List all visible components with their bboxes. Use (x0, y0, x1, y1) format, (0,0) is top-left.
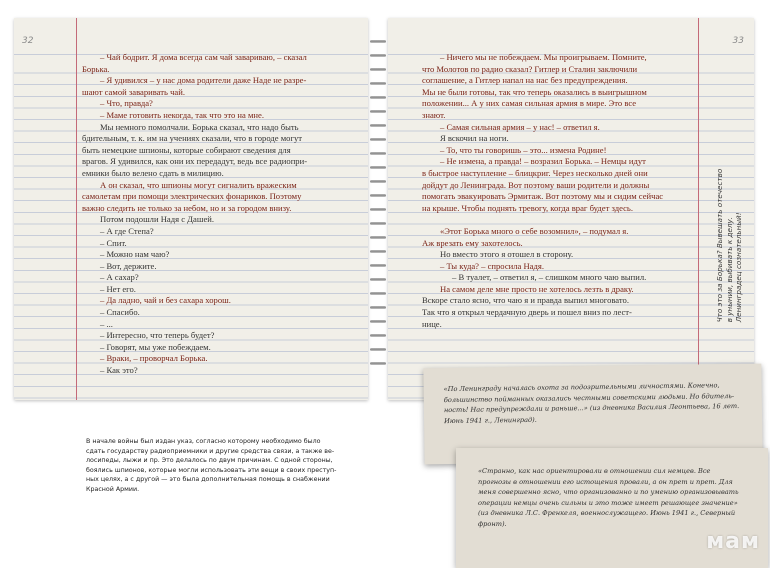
caption-line: Красной Армии. (86, 485, 140, 493)
spiral-ring (370, 54, 386, 57)
text-line: в быстрое наступление – блицкриг. Через несколько дней они (422, 167, 648, 178)
quote-line: «По Ленинграду началась охота за подозрительными личностями. Конечно, (443, 381, 720, 394)
side-note-line: в унынии, выбивать к делу. (724, 216, 734, 323)
text-line: – ... (100, 318, 113, 329)
spiral-ring (370, 250, 386, 253)
right-margin-line (698, 18, 699, 400)
quote-line: прогнозы в отношении его истощения провали, а он прет и прет. Для (478, 477, 733, 486)
text-line: – Ты куда? – спросила Надя. (440, 260, 544, 271)
text-line: – Интересно, что теперь будет? (100, 330, 215, 341)
spiral-ring (370, 320, 386, 323)
quote-line: (из дневника Л.С. Френкеля, военнослужащего. Июнь 1941 г., Северный (478, 509, 736, 518)
site-watermark: мам (706, 529, 760, 554)
text-line: «Этот Борька много о себе возомнил», – подумал я. (440, 225, 629, 236)
text-line: – Говорят, мы уже побеждаем. (100, 341, 211, 352)
text-line: Но вместо этого я отошел в сторону. (440, 249, 574, 260)
caption-line: В начале войны был издан указ, согласно которому необходимо было (86, 438, 321, 445)
text-line: быть немецкие шпионы, которые собирают сведения для (82, 144, 291, 155)
text-line: Мы немного помолчали. Борька сказал, что надо быть (100, 121, 299, 132)
spiral-ring (370, 306, 386, 309)
historical-caption (86, 437, 336, 494)
quote-line: Июнь 1941 г., Ленинград). (444, 415, 537, 425)
spiral-ring (370, 96, 386, 99)
text-line: Потом подошли Надя с Дашей. (100, 214, 215, 225)
quote-line: ность! Нас предупреждали и раньше...» (из дневника Василия Леонтьева, 16 лет. (443, 402, 740, 415)
right-page (388, 18, 754, 400)
text-line: – Маме готовить некогда, так что это на мне. (100, 109, 264, 120)
text-line: что Молотов по радио сказал? Гитлер и Сталин заключили (422, 63, 638, 74)
text-line: – Нет его. (100, 283, 136, 294)
spiral-ring (370, 292, 386, 295)
text-line: – Самая сильная армия – у нас! – ответил я. (440, 121, 600, 132)
text-line: – Спасибо. (100, 307, 140, 318)
text-line: положении... А у них самая сильная армия в мире. Это все (422, 98, 637, 109)
right-page-number: 33 (732, 36, 744, 46)
handwritten-side-note (704, 98, 752, 328)
spiral-binding (368, 40, 388, 380)
text-line: – Враки, – проворчал Борька. (100, 353, 208, 364)
text-line: важно следить не только за небом, но и за городом внизу. (82, 202, 292, 213)
text-line: – В туалет, – ответил я, – слишком много чаю выпил. (452, 272, 647, 283)
text-line: – Да ладно, чай и без сахара хорош. (100, 295, 231, 306)
text-line: бдительным, т. к. им на учениях сказали, что в городе могут (82, 133, 303, 144)
text-line: А он сказал, что шпионы могут сигналить вражеским (100, 179, 297, 190)
spiral-ring (370, 362, 386, 365)
text-line: знают. (422, 109, 446, 120)
spiral-ring (370, 68, 386, 71)
spiral-ring (370, 166, 386, 169)
text-line: – Как это? (100, 365, 138, 376)
left-page (14, 18, 368, 400)
text-line: – А сахар? (100, 272, 139, 283)
text-line: соглашение, а Гитлер напал на нас без предупреждения. (422, 75, 628, 86)
text-line: самолетам при помощи электрических фонариков. Поэтому (82, 191, 302, 202)
text-line: помогать эвакуировать Эрмитаж. Вот поэтому мы и сидим сейчас (422, 191, 664, 202)
text-line: дойдут до Ленинграда. Вот поэтому ваши родители и должны (422, 179, 650, 190)
quote-line: «Странно, как нас ориентировали в отношении сил немцев. Все (478, 467, 711, 475)
text-line: нице. (422, 318, 442, 329)
spiral-ring (370, 348, 386, 351)
left-margin-line (76, 18, 77, 400)
caption-line: сдать государству радиоприемники и другие средства связи, а также ве- (86, 447, 335, 455)
text-line: – Я удивился – у нас дома родители даже Наде не разре- (100, 75, 307, 86)
text-line: – То, что ты говоришь – это... измена Родине! (440, 144, 607, 155)
text-line: шают самой заваривать чай. (82, 86, 185, 97)
spiral-ring (370, 264, 386, 267)
caption-line: ных целях, а с другой — это была дополнительная помощь в снабжении (86, 476, 330, 483)
spiral-ring (370, 208, 386, 211)
text-line: На самом деле мне просто не хотелось лезть в драку. (440, 283, 634, 294)
text-line: – Ничего мы не побеждаем. Мы проигрываем. Помните, (440, 52, 647, 62)
text-line: Мы не были готовы, так что теперь оказались в выигрышном (422, 86, 647, 97)
spiral-ring (370, 82, 386, 85)
spiral-ring (370, 180, 386, 183)
text-line: – Чай бодрит. Я дома всегда сам чай завариваю, – сказал (100, 52, 307, 62)
text-line: – Можно нам чаю? (100, 249, 170, 260)
caption-line: лосипеды, лыжи и пр. Это делалось по двум причинам. С одной стороны, (86, 457, 333, 464)
text-line: – Вот, держите. (100, 260, 157, 271)
spiral-ring (370, 110, 386, 113)
text-line (422, 214, 690, 226)
spiral-ring (370, 40, 386, 43)
text-line: врагов. Я удивился, как они их передадут, ведь все радиопри- (82, 156, 308, 167)
right-page-text (422, 52, 690, 330)
text-line: – Что, правда? (100, 98, 153, 109)
left-page-number: 32 (22, 36, 34, 46)
text-line: Так что я открыл чердачную дверь и пошел вниз по лест- (422, 307, 632, 318)
spiral-ring (370, 138, 386, 141)
caption-line: боялись шпионов, которые могли использовать эти вещи в своих преступ- (86, 466, 337, 474)
text-line: Борька. (82, 63, 110, 74)
quote-line: фронт). (478, 519, 507, 528)
text-line: на крыше. Чтобы поднять тревогу, когда враг будет здесь. (422, 202, 633, 213)
quote-line: меня совершенно ясно, что организованно и по умению организовывать (478, 488, 739, 497)
left-page-text (82, 52, 358, 377)
spiral-ring (370, 194, 386, 197)
spiral-ring (370, 222, 386, 225)
spiral-ring (370, 236, 386, 239)
side-note-line: Что это за Борька? Вывешать отечество (714, 168, 724, 323)
text-line: – А где Степа? (100, 225, 154, 236)
spiral-ring (370, 334, 386, 337)
text-line: Аж врезать ему захотелось. (422, 237, 523, 248)
text-line: – Не измена, а правда! – возразил Борька. – Немцы идут (440, 156, 646, 167)
text-line: емники было велено сдать в милицию. (82, 167, 224, 178)
quote-line: большинство пойманных оказались честными советскими людьми. Но бдитель- (443, 391, 735, 404)
spiral-ring (370, 278, 386, 281)
notebook-spread (14, 10, 756, 405)
text-line: – Спит. (100, 237, 127, 248)
quote-line: операции немцы очень сильны и это тоже имеет решающее значение» (478, 498, 738, 507)
spiral-ring (370, 152, 386, 155)
spiral-ring (370, 124, 386, 127)
side-note-line: Ленинградец сознательный! (733, 212, 743, 323)
text-line: Вскоре стало ясно, что чаю я и правда выпил многовато. (422, 295, 629, 306)
text-line: Я вскочил на ноги. (440, 133, 509, 144)
